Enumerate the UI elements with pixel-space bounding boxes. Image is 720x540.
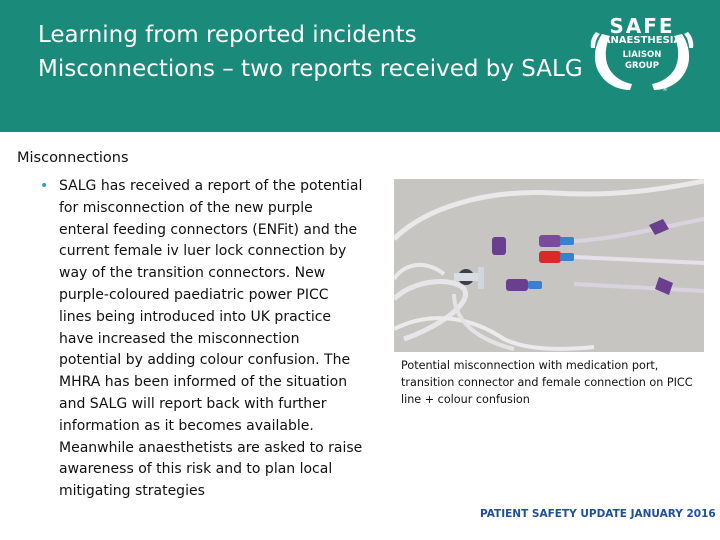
salg-logo bbox=[588, 12, 696, 92]
bullet-text: SALG has received a report of the potential for misconnection of the new purple enteral feeding connectors (ENFit) and the current female iv luer lock connection by way of the transition connectors. New purple-coloured paediatric power PICC lines being introduced into UK practice have increased the misconnection potential by adding colour confusion. The MHRA has been informed of the situation and SALG will report back with further information as it becomes available. Meanwhile anaesthetists are asked to raise awareness of this risk and to plan local mitigating strategies bbox=[59, 178, 363, 500]
logo-word-liaison: LIAISON bbox=[622, 50, 662, 60]
connector-illustration bbox=[394, 179, 704, 352]
connector-photo bbox=[394, 179, 704, 352]
slide-title-line-2: Misconnections – two reports received by SALG bbox=[38, 56, 583, 82]
footer-label: PATIENT SAFETY UPDATE JANUARY 2016 bbox=[480, 508, 716, 520]
header-banner bbox=[0, 0, 720, 132]
photo-caption: Potential misconnection with medication port, transition connector and female connection on PICC line + colour confusion bbox=[401, 359, 693, 406]
slide-title-line-1: Learning from reported incidents bbox=[38, 22, 417, 48]
logo-word-safe: SAFE bbox=[609, 14, 675, 38]
logo-word-anaesthesia: ANAESTHESIA bbox=[602, 35, 682, 46]
registered-mark: ® bbox=[662, 86, 668, 92]
logo-word-group: GROUP bbox=[625, 61, 659, 71]
section-heading: Misconnections bbox=[17, 150, 129, 166]
bullet-marker: • bbox=[40, 178, 49, 194]
